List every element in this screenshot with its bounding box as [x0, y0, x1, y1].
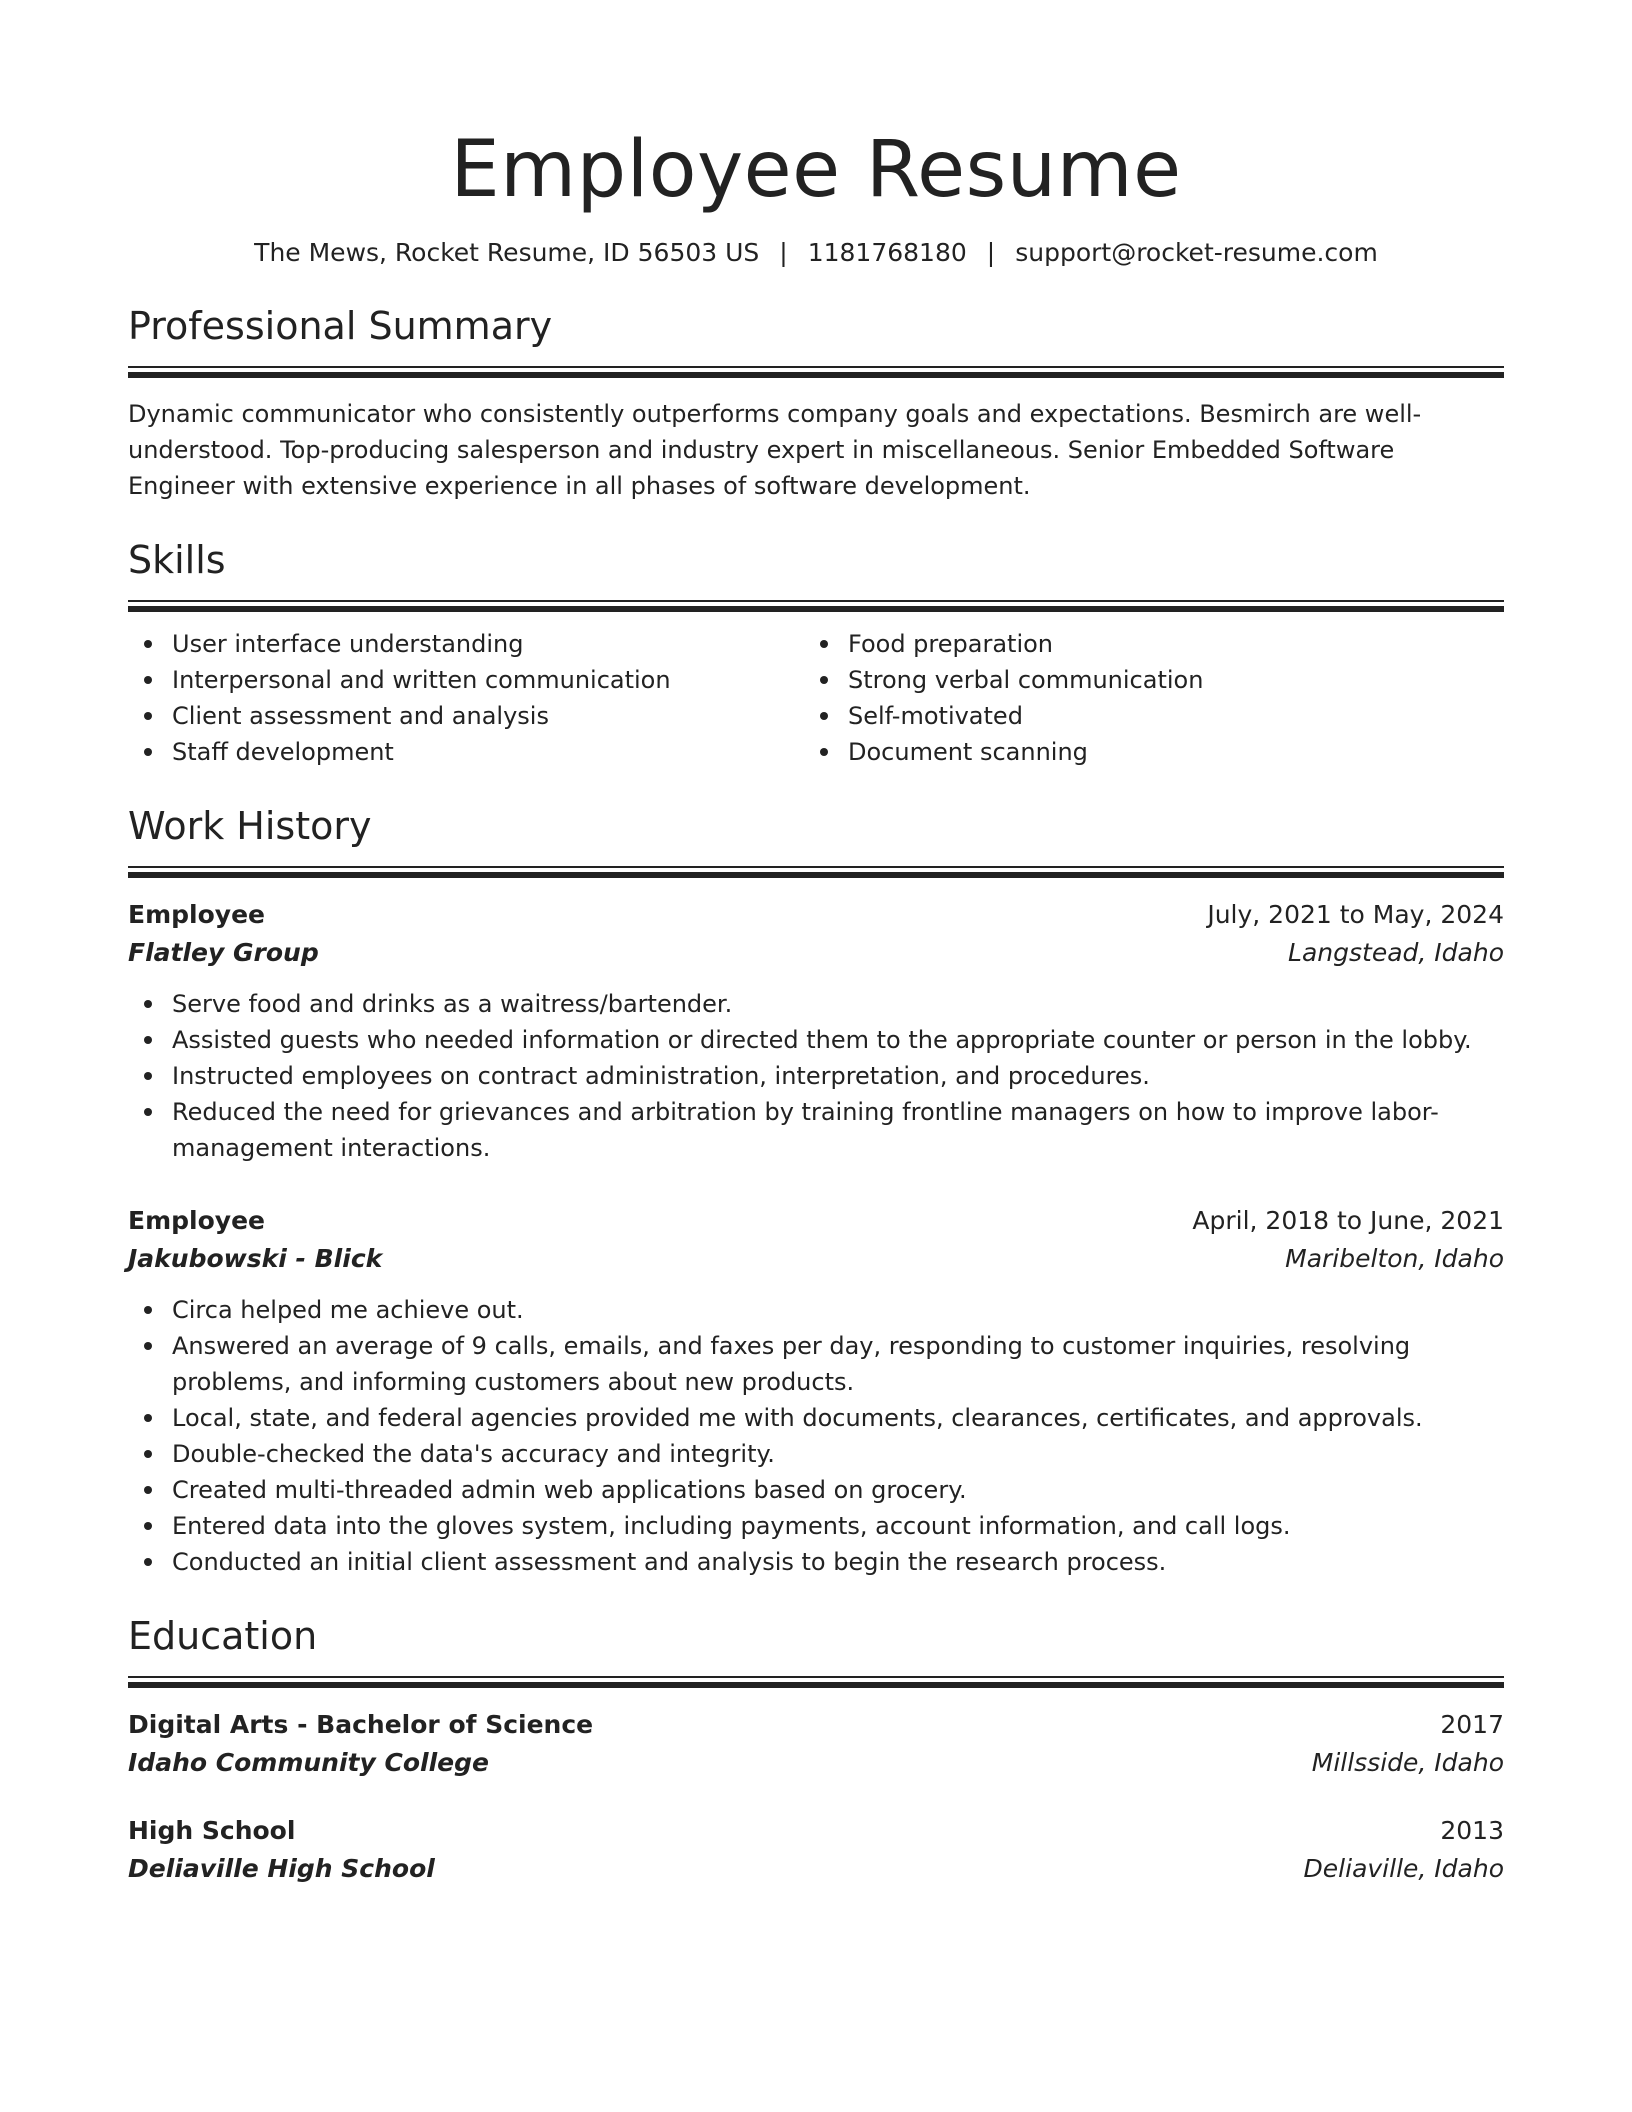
contact-phone: 1181768180	[807, 238, 967, 267]
skill-item: Self-motivated	[804, 698, 1480, 734]
education-school-row	[128, 1744, 1504, 1782]
skill-item: User interface understanding	[128, 626, 804, 662]
job-bullet: Serve food and drinks as a waitress/bartender.	[128, 986, 1504, 1022]
skill-item: Document scanning	[804, 734, 1480, 770]
education-section	[128, 1610, 1504, 1888]
job-location: Langstead, Idaho	[1288, 938, 1504, 967]
job-bullet: Local, state, and federal agencies provided me with documents, clearances, certificates, and approvals.	[128, 1400, 1504, 1436]
skill-item: Food preparation	[804, 626, 1480, 662]
job-entry	[128, 896, 1504, 1166]
contact-email: support@rocket-resume.com	[1015, 238, 1378, 267]
contact-separator: |	[779, 238, 788, 267]
job-company-row	[128, 1240, 1504, 1278]
section-divider	[128, 600, 1504, 612]
job-position: Employee	[128, 900, 265, 929]
section-divider	[128, 1676, 1504, 1688]
job-bullets	[128, 986, 1504, 1166]
job-bullet: Created multi-threaded admin web applications based on grocery.	[128, 1472, 1504, 1508]
section-divider	[128, 866, 1504, 878]
education-header-row	[128, 1706, 1504, 1744]
education-degree: Digital Arts - Bachelor of Science	[128, 1710, 594, 1739]
skills-column-right	[804, 626, 1480, 770]
job-dates: April, 2018 to June, 2021	[1192, 1206, 1504, 1235]
job-entry	[128, 1202, 1504, 1580]
education-location: Deliaville, Idaho	[1303, 1854, 1504, 1883]
job-dates: July, 2021 to May, 2024	[1207, 900, 1504, 929]
education-school: Idaho Community College	[128, 1748, 489, 1777]
skills-section	[128, 534, 1504, 770]
skill-item: Client assessment and analysis	[128, 698, 804, 734]
job-position: Employee	[128, 1206, 265, 1235]
job-bullet: Reduced the need for grievances and arbitration by training frontline managers on how to improve labor-management interactions.	[128, 1094, 1504, 1166]
job-bullet: Circa helped me achieve out.	[128, 1292, 1504, 1328]
skills-column-left	[128, 626, 804, 770]
education-location: Millsside, Idaho	[1311, 1748, 1504, 1777]
education-entry	[128, 1706, 1504, 1782]
section-divider	[128, 366, 1504, 378]
education-school: Deliaville High School	[128, 1854, 435, 1883]
work-history-section	[128, 800, 1504, 1580]
education-year: 2017	[1440, 1710, 1504, 1739]
skills-columns	[128, 626, 1504, 770]
summary-section	[128, 300, 1504, 504]
education-school-row	[128, 1850, 1504, 1888]
skill-item: Interpersonal and written communication	[128, 662, 804, 698]
summary-text: Dynamic communicator who consistently outperforms company goals and expectations. Besmirch are well-understood. Top-producing salesperson and industry expert in miscellaneous. Senior Embedded Software Engineer with extensive experience in all phases of software development.	[128, 400, 1422, 500]
job-company: Flatley Group	[128, 938, 319, 967]
education-header-row	[128, 1812, 1504, 1850]
job-bullets	[128, 1292, 1504, 1580]
job-bullet: Instructed employees on contract administration, interpretation, and procedures.	[128, 1058, 1504, 1094]
resume-name: Employee Resume	[450, 125, 1182, 215]
section-title-summary: Professional Summary	[128, 304, 553, 348]
job-bullet: Assisted guests who needed information or directed them to the appropriate counter or person in the lobby.	[128, 1022, 1504, 1058]
job-header-row	[128, 1202, 1504, 1240]
contact-line	[128, 236, 1504, 270]
contact-address: The Mews, Rocket Resume, ID 56503 US	[254, 238, 760, 267]
section-title-work-history: Work History	[128, 804, 372, 848]
job-header-row	[128, 896, 1504, 934]
job-bullet: Conducted an initial client assessment and analysis to begin the research process.	[128, 1544, 1504, 1580]
job-bullet: Answered an average of 9 calls, emails, and faxes per day, responding to customer inquiries, resolving problems, and informing customers about new products.	[128, 1328, 1504, 1400]
skill-item: Strong verbal communication	[804, 662, 1480, 698]
section-title-education: Education	[128, 1614, 318, 1658]
section-title-skills: Skills	[128, 538, 226, 582]
job-bullet: Entered data into the gloves system, including payments, account information, and call logs.	[128, 1508, 1504, 1544]
education-entry	[128, 1812, 1504, 1888]
education-degree: High School	[128, 1816, 296, 1845]
job-location: Maribelton, Idaho	[1285, 1244, 1504, 1273]
skill-item: Staff development	[128, 734, 804, 770]
contact-separator: |	[986, 238, 996, 267]
job-company: Jakubowski - Blick	[128, 1244, 383, 1273]
job-company-row	[128, 934, 1504, 972]
job-bullet: Double-checked the data's accuracy and integrity.	[128, 1436, 1504, 1472]
education-year: 2013	[1440, 1816, 1504, 1845]
